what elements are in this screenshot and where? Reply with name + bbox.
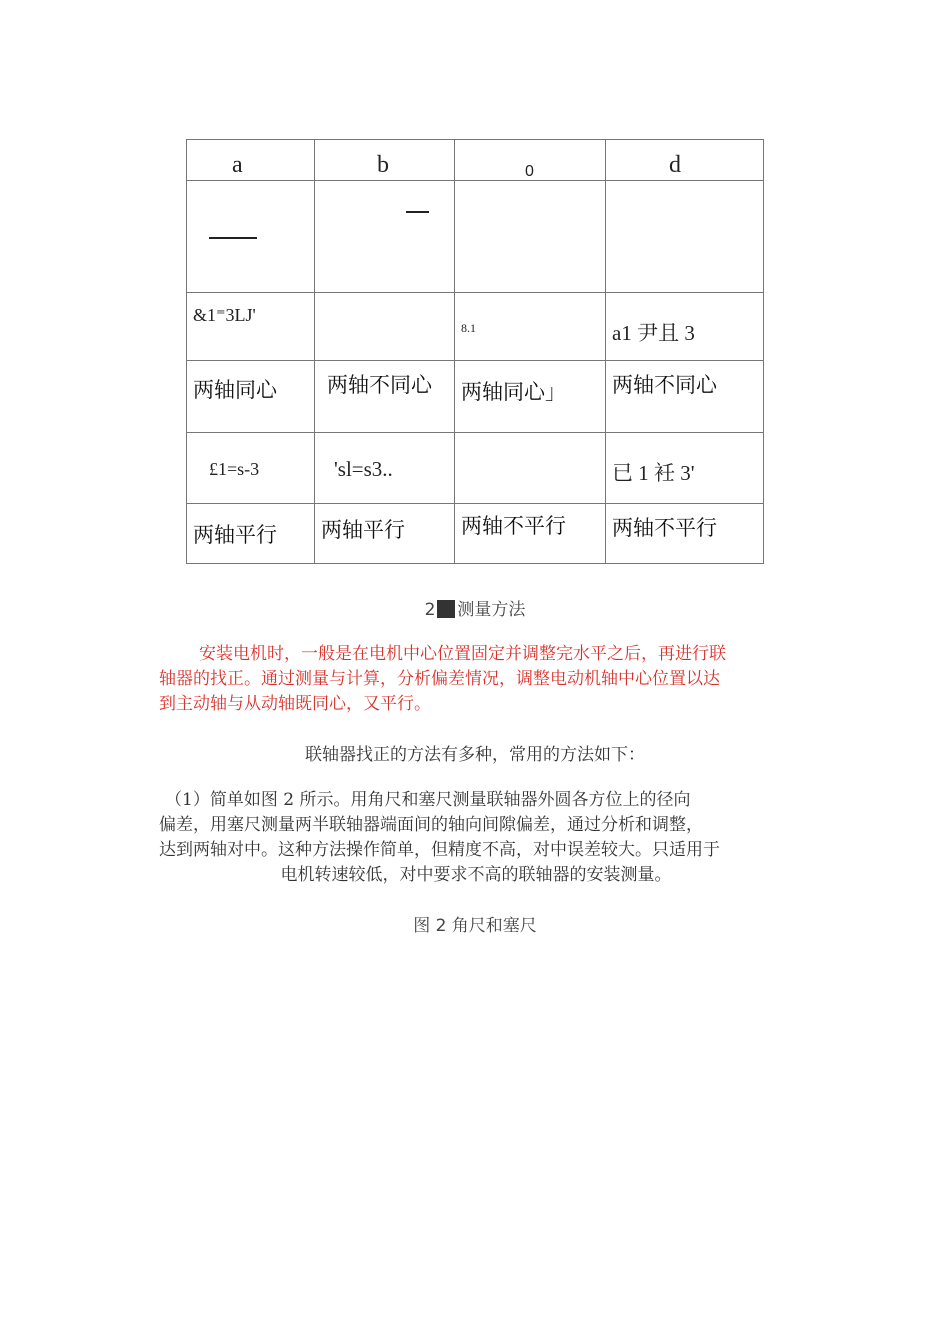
parallel-b: 两轴平行: [321, 518, 405, 542]
center-cell-a: [187, 361, 315, 433]
sym2-b: 'sl=s3..: [334, 457, 393, 481]
method-line: （1）简单如图 2 所示。用角尺和塞尺测量联轴器外圆各方位上的径向: [165, 790, 691, 810]
diagram-line-a: [209, 237, 257, 239]
alignment-table: [186, 139, 764, 564]
diagram-cell-c: [455, 181, 606, 293]
sym2-cell-b: [315, 433, 455, 504]
parallel-c: 两轴不平行: [461, 514, 566, 538]
header-cell-c: [455, 140, 606, 181]
center-d: 两轴不同心: [612, 373, 717, 397]
section-number: 2: [424, 600, 436, 620]
center-cell-c: [455, 361, 606, 433]
diagram-cell-a: [187, 181, 315, 293]
center-a: 两轴同心: [193, 378, 277, 402]
header-c: 0: [525, 163, 534, 180]
header-a: a: [232, 152, 243, 178]
installation-paragraph: [159, 642, 793, 717]
sym-d: a1 尹且 3: [612, 321, 695, 345]
red-line: 到主动轴与从动轴既同心，又平行。: [159, 694, 431, 714]
parallel-cell-d: [606, 504, 764, 564]
section-title: [0, 595, 950, 620]
sym2-cell-d: [606, 433, 764, 504]
method-line: 达到两轴对中。这种方法操作简单，但精度不高，对中误差较大。只适用于: [159, 840, 720, 860]
center-b: 两轴不同心: [327, 373, 432, 397]
sym2-d: 已 1 衽 3': [612, 461, 695, 485]
sym2-cell-c: [455, 433, 606, 504]
sym2-a: £1=s-3: [209, 459, 260, 479]
parallel-cell-c: [455, 504, 606, 564]
parallel-d: 两轴不平行: [612, 516, 717, 540]
header-b: b: [377, 152, 389, 178]
figure-caption: 图 2 角尺和塞尺: [413, 916, 537, 936]
center-cell-d: [606, 361, 764, 433]
sym-cell-c: [455, 293, 606, 361]
center-cell-b: [315, 361, 455, 433]
header-d: d: [669, 152, 681, 178]
sym-cell-a: [187, 293, 315, 361]
methods-intro: 联轴器找正的方法有多种，常用的方法如下：: [305, 745, 645, 765]
method-paragraph: [159, 788, 793, 888]
sym2-cell-a: [187, 433, 315, 504]
square-bullet-icon: [437, 600, 455, 618]
parallel-cell-a: [187, 504, 315, 564]
sym-c: 8.1: [461, 321, 476, 335]
section-title-text: 测量方法: [457, 600, 526, 620]
sym-a: &1⁼3LJ': [193, 305, 256, 325]
method-line: 电机转速较低，对中要求不高的联轴器的安装测量。: [280, 865, 672, 885]
header-cell-a: [187, 140, 315, 181]
red-line: 轴器的找正。通过测量与计算，分析偏差情况，调整电动机轴中心位置以达: [159, 669, 720, 689]
diagram-cell-b: [315, 181, 455, 293]
header-cell-d: [606, 140, 764, 181]
method-line: 偏差，用塞尺测量两半联轴器端面间的轴向间隙偏差，通过分析和调整，: [159, 815, 703, 835]
center-c: 两轴同心」: [461, 380, 566, 404]
parallel-cell-b: [315, 504, 455, 564]
parallel-a: 两轴平行: [193, 523, 277, 547]
red-line: 安装电机时，一般是在电机中心位置固定并调整完水平之后，再进行联: [199, 644, 726, 664]
header-cell-b: [315, 140, 455, 181]
diagram-cell-d: [606, 181, 764, 293]
diagram-line-b: [406, 211, 429, 213]
sym-cell-d: [606, 293, 764, 361]
sym-cell-b: [315, 293, 455, 361]
